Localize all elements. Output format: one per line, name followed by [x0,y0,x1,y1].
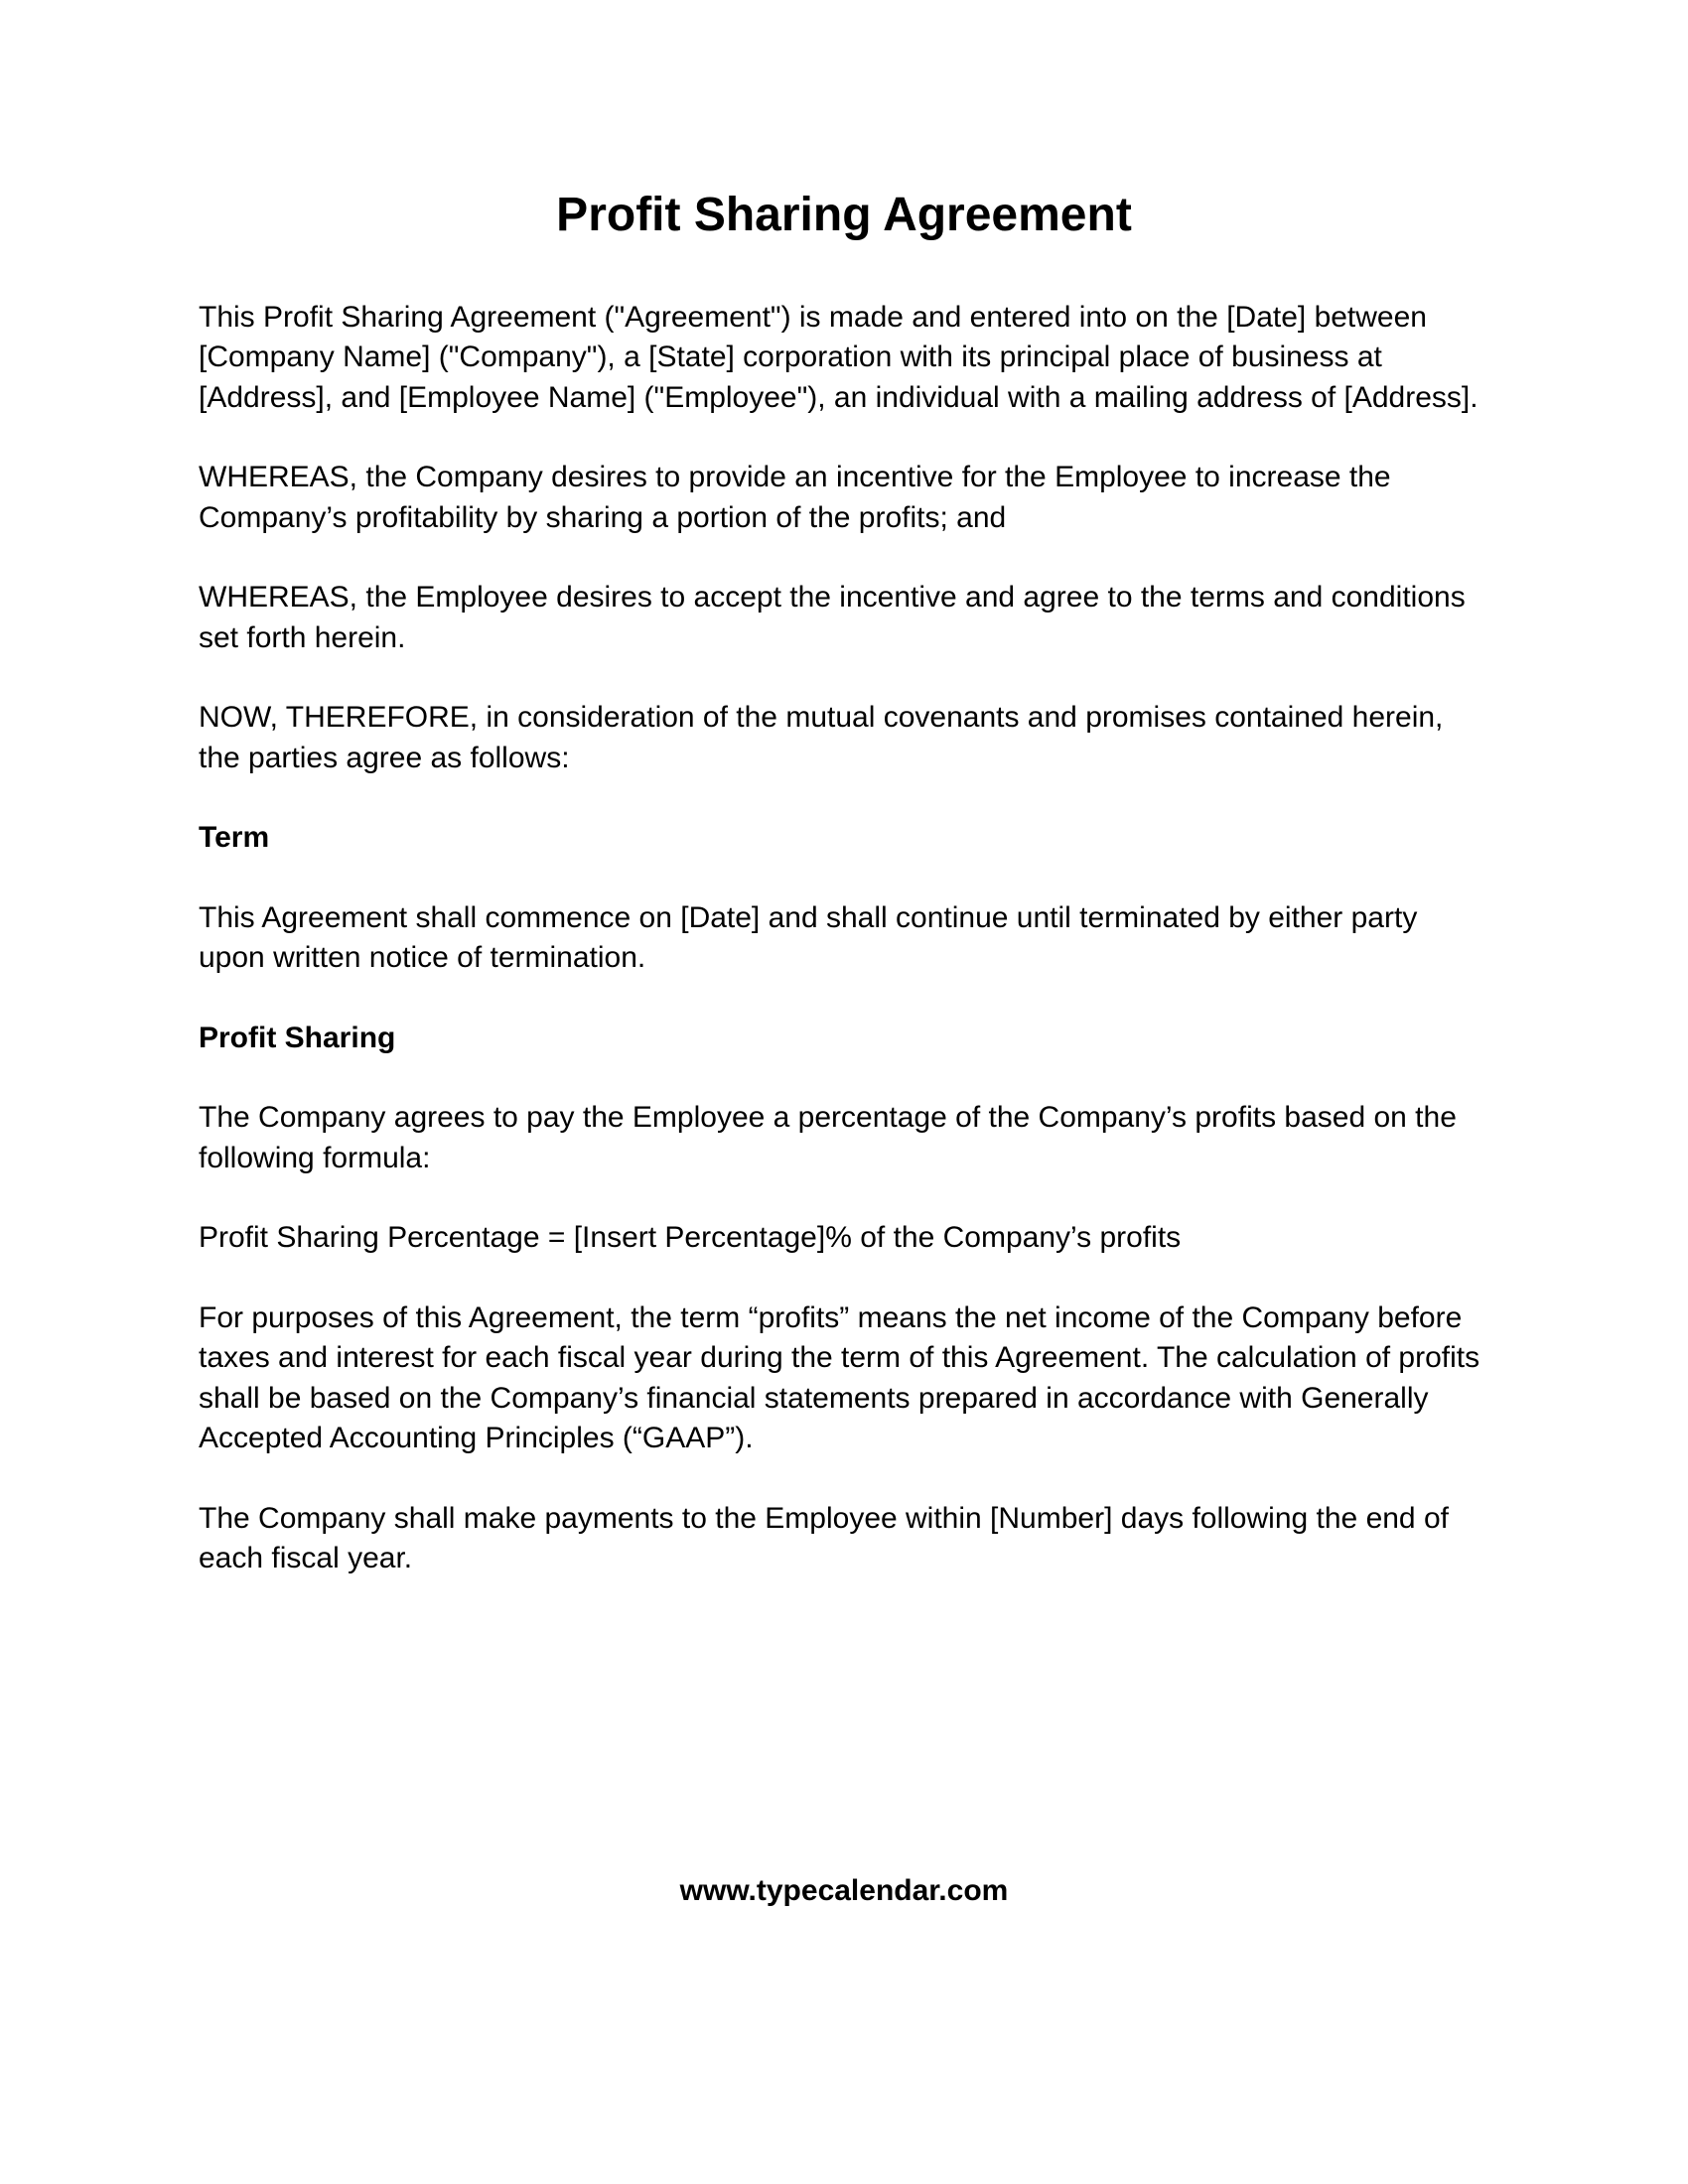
whereas-paragraph-2: WHEREAS, the Employee desires to accept the incentive and agree to the terms and conditions set forth herein. [199,581,1466,654]
document-body [199,187,1489,1619]
profit-sharing-heading: Profit Sharing [199,1021,396,1054]
term-paragraph: This Agreement shall commence on [Date] and shall continue until terminated by either party upon written notice of termination. [199,900,1418,975]
profit-sharing-paragraph-1: The Company agrees to pay the Employee a percentage of the Company’s profits based on the following formula: [199,1101,1457,1174]
now-therefore-paragraph: NOW, THEREFORE, in consideration of the mutual covenants and promises contained herein, the parties agree as follows: [199,701,1444,774]
profit-sharing-paragraph-2: For purposes of this Agreement, the term “profits” means the net income of the Company before taxes and interest for each fiscal year during the term of this Agreement. The calculation of profits shall be based on the Company’s financial statements prepared in accordance with Generally Accepted Accounting Principles (“GAAP”). [199,1300,1480,1455]
profit-sharing-formula: Profit Sharing Percentage = [Insert Percentage]% of the Company’s profits [199,1221,1182,1255]
profit-sharing-paragraph-3: The Company shall make payments to the Employee within [Number] days following the end of each fiscal year. [199,1501,1449,1575]
document-title: Profit Sharing Agreement [556,189,1132,241]
intro-paragraph: This Profit Sharing Agreement ("Agreement") is made and entered into on the [Date] between [Company Name] ("Company"), a [State] corporation with its principal place of business at [Address], and [Employee Name] ("Employee"), an individual with a mailing address of [Address]. [199,300,1478,414]
footer-website: www.typecalendar.com [679,1874,1009,1907]
term-heading: Term [199,821,270,855]
whereas-paragraph-1: WHEREAS, the Company desires to provide an incentive for the Employee to increase the Company’s profitability by sharing a portion of the profits; and [199,461,1391,534]
